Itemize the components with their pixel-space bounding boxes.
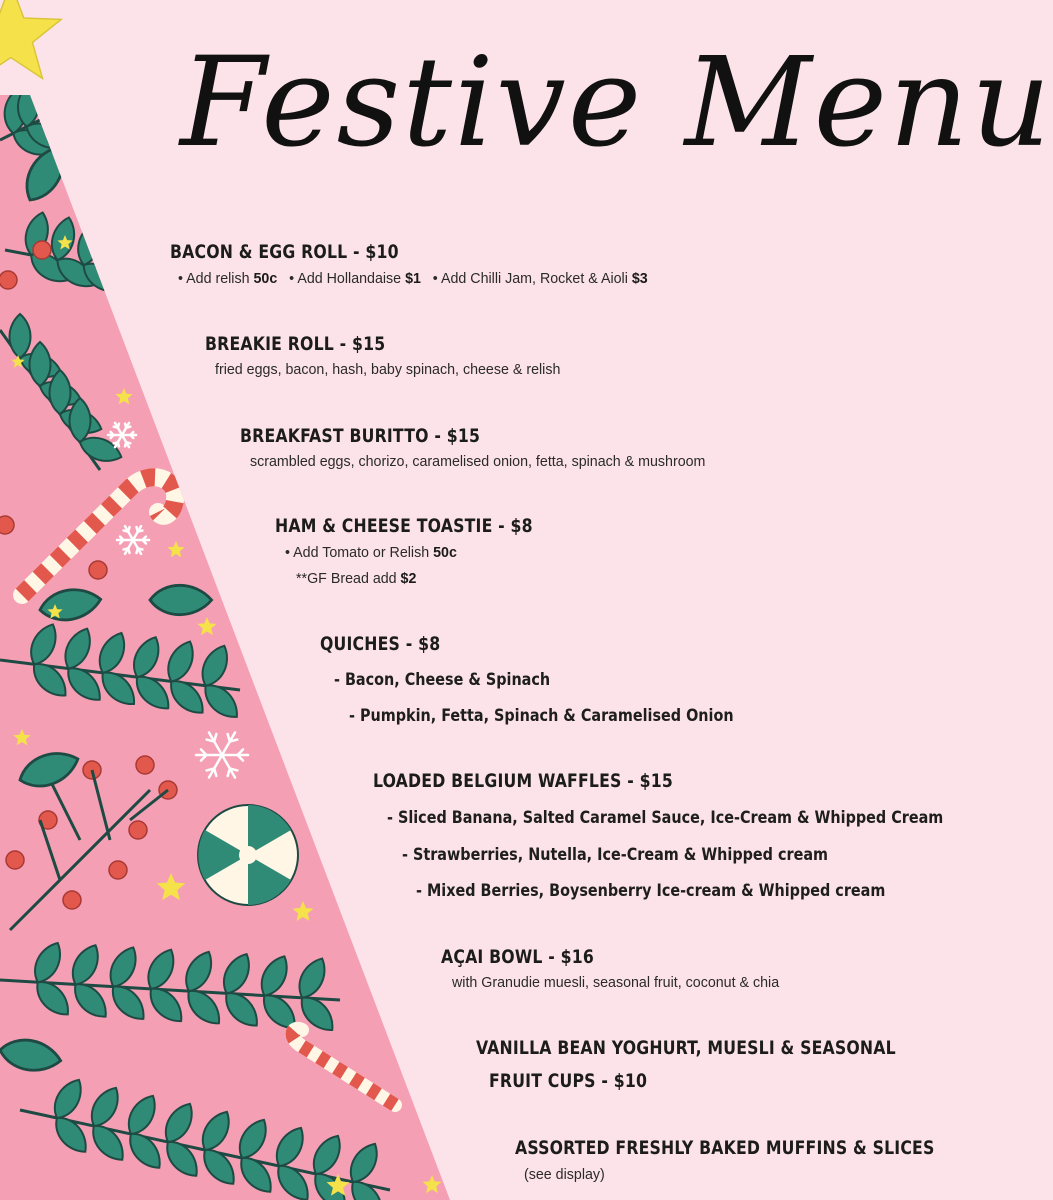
item-addon-tomato-relish bbox=[285, 542, 457, 564]
item-heading-acai-bowl: AÇAI BOWL - $16 bbox=[441, 946, 594, 968]
item-addons-bacon-egg-roll bbox=[178, 268, 648, 290]
item-heading-belgium-waffles: LOADED BELGIUM WAFFLES - $15 bbox=[373, 770, 673, 792]
item-desc-muffins-slices: (see display) bbox=[524, 1166, 605, 1183]
item-addon-gf-bread bbox=[296, 568, 416, 590]
item-desc-breakfast-buritto: scrambled eggs, chorizo, caramelised onion, fetta, spinach & mushroom bbox=[250, 453, 706, 470]
quiche-option: - Pumpkin, Fetta, Spinach & Caramelised Onion bbox=[349, 706, 734, 726]
item-heading-yoghurt-cups: VANILLA BEAN YOGHURT, MUESLI & SEASONAL bbox=[476, 1037, 896, 1059]
menu-title: Festive Menu bbox=[180, 31, 1053, 175]
item-heading-yoghurt-cups-line2: FRUIT CUPS - $10 bbox=[489, 1070, 648, 1092]
item-heading-muffins-slices: ASSORTED FRESHLY BAKED MUFFINS & SLICES bbox=[515, 1137, 935, 1159]
waffle-option: - Sliced Banana, Salted Caramel Sauce, Ice-Cream & Whipped Cream bbox=[387, 808, 944, 828]
waffle-option: - Strawberries, Nutella, Ice-Cream & Whipped cream bbox=[402, 845, 829, 865]
waffle-option: - Mixed Berries, Boysenberry Ice-cream & Whipped cream bbox=[416, 881, 886, 901]
addon-gf-bread-text: **GF Bread add bbox=[296, 570, 401, 587]
item-heading-bacon-egg-roll: BACON & EGG ROLL - $10 bbox=[170, 241, 399, 263]
addon-gf-bread-price: $2 bbox=[400, 570, 417, 587]
item-heading-breakie-roll: BREAKIE ROLL - $15 bbox=[205, 333, 386, 355]
addon-relish-price: 50c bbox=[253, 270, 278, 287]
quiche-option: - Bacon, Cheese & Spinach bbox=[334, 670, 551, 690]
item-heading-ham-cheese-toastie: HAM & CHEESE TOASTIE - $8 bbox=[275, 515, 533, 537]
addon-hollandaise-price: $1 bbox=[405, 270, 421, 287]
addon-tomato-relish-price: 50c bbox=[433, 544, 457, 561]
addon-tomato-relish-text: • Add Tomato or Relish bbox=[285, 544, 434, 561]
item-heading-breakfast-buritto: BREAKFAST BURITTO - $15 bbox=[240, 425, 481, 447]
item-heading-quiches: QUICHES - $8 bbox=[320, 633, 441, 655]
peppermint-candy-icon bbox=[198, 805, 298, 905]
star-icon bbox=[0, 0, 61, 78]
addon-chilli-jam: • Add Chilli Jam, Rocket & Aioli bbox=[432, 270, 632, 287]
item-desc-acai-bowl: with Granudie muesli, seasonal fruit, coconut & chia bbox=[452, 974, 780, 991]
addon-hollandaise: • Add Hollandaise bbox=[289, 270, 406, 287]
addon-relish: • Add relish bbox=[178, 270, 254, 287]
item-desc-breakie-roll: fried eggs, bacon, hash, baby spinach, cheese & relish bbox=[215, 361, 561, 378]
addon-chilli-jam-price: $3 bbox=[631, 270, 648, 287]
